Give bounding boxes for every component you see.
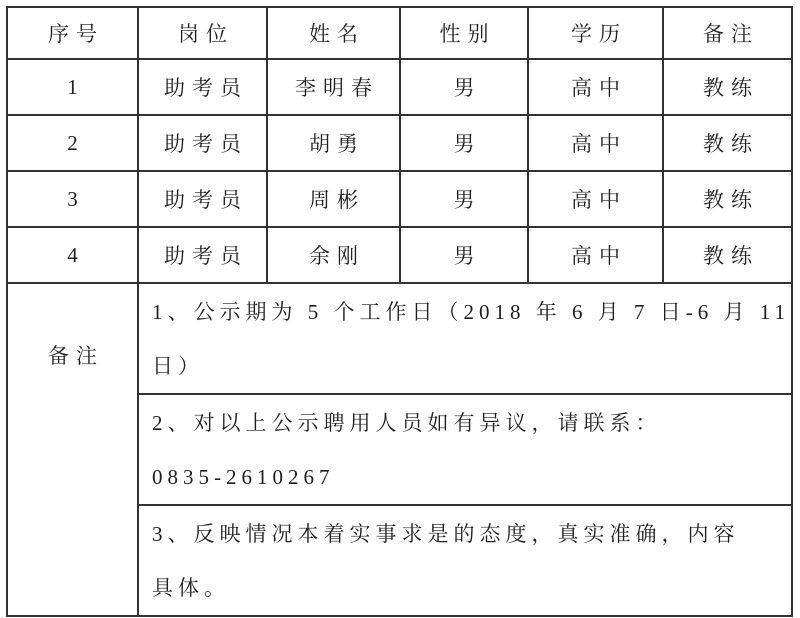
cell-gender: 男 — [400, 59, 528, 115]
cell-name: 余刚 — [267, 227, 400, 283]
note-cell-1 — [138, 283, 792, 394]
note-3-line-1: 3、反映情况本着实事求是的态度，真实准确，内容 — [152, 522, 740, 546]
column-header-education: 学历 — [528, 7, 663, 59]
cell-education: 高中 — [528, 171, 663, 227]
note-3-line-2: 具体。 — [152, 576, 230, 600]
cell-gender: 男 — [400, 171, 528, 227]
remarks-label-cell — [7, 283, 138, 616]
cell-gender: 男 — [400, 227, 528, 283]
cell-education: 高中 — [528, 59, 663, 115]
cell-position: 助考员 — [138, 227, 267, 283]
note-cell-3 — [138, 505, 792, 616]
table-row — [7, 115, 792, 171]
cell-name: 胡勇 — [267, 115, 400, 171]
column-header-serial: 序号 — [7, 7, 138, 59]
remarks-label: 备注 — [48, 344, 104, 368]
column-header-position: 岗位 — [138, 7, 267, 59]
remarks-section-row — [7, 283, 792, 394]
cell-serial: 2 — [7, 115, 138, 171]
cell-gender: 男 — [400, 115, 528, 171]
note-2-line-2: 0835-2610267 — [152, 465, 335, 489]
note-2-line-1: 2、对以上公示聘用人员如有异议，请联系： — [152, 411, 662, 435]
cell-serial: 4 — [7, 227, 138, 283]
table-row — [7, 227, 792, 283]
cell-education: 高中 — [528, 115, 663, 171]
column-header-gender: 性别 — [400, 7, 528, 59]
note-1-line-1: 1、公示期为 5 个工作日（2018 年 6 月 7 日-6 月 11 — [152, 300, 790, 324]
cell-remark: 教练 — [663, 171, 792, 227]
note-1-line-2: 日） — [152, 354, 204, 378]
table-row — [7, 171, 792, 227]
cell-position: 助考员 — [138, 171, 267, 227]
cell-remark: 教练 — [663, 115, 792, 171]
cell-serial: 3 — [7, 171, 138, 227]
cell-remark: 教练 — [663, 227, 792, 283]
recruitment-publicity-table — [6, 6, 793, 617]
column-header-name: 姓名 — [267, 7, 400, 59]
cell-remark: 教练 — [663, 59, 792, 115]
table-row — [7, 59, 792, 115]
cell-name: 周彬 — [267, 171, 400, 227]
cell-education: 高中 — [528, 227, 663, 283]
cell-name: 李明春 — [267, 59, 400, 115]
column-header-remark: 备注 — [663, 7, 792, 59]
cell-position: 助考员 — [138, 59, 267, 115]
cell-serial: 1 — [7, 59, 138, 115]
cell-position: 助考员 — [138, 115, 267, 171]
note-cell-2 — [138, 394, 792, 505]
header-row — [7, 7, 792, 59]
